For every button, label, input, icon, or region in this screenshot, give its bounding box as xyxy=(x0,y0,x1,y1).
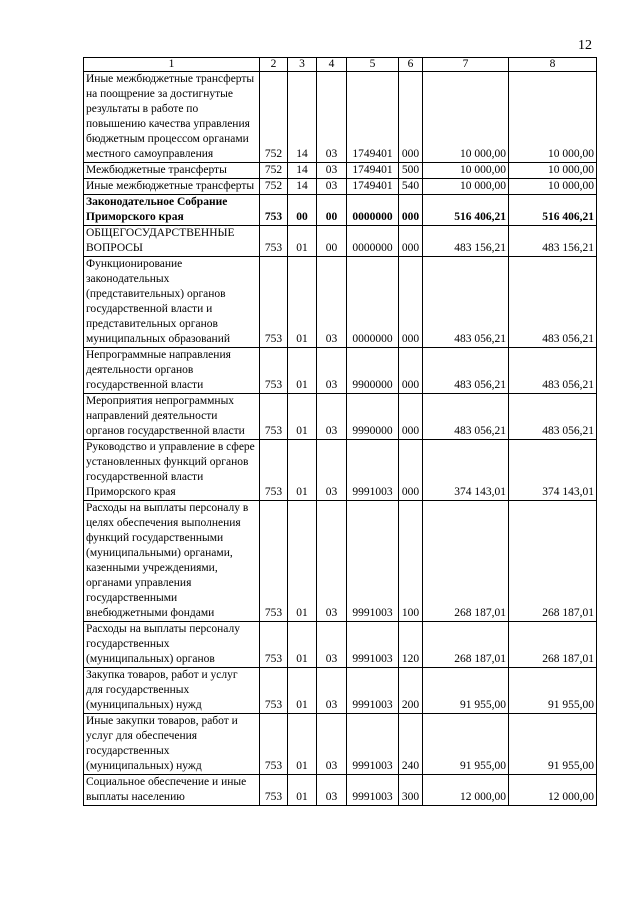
table-row xyxy=(84,257,597,348)
cell-chapter: 752 xyxy=(260,163,288,179)
cell-amount-b: 516 406,21 xyxy=(509,195,597,226)
column-header: 3 xyxy=(288,58,317,72)
cell-expense-type: 120 xyxy=(399,622,423,668)
cell-amount-b: 91 955,00 xyxy=(509,668,597,714)
column-header: 7 xyxy=(423,58,509,72)
cell-chapter: 753 xyxy=(260,775,288,806)
row-name-cell: Межбюджетные трансферты xyxy=(84,163,260,179)
column-header: 5 xyxy=(347,58,399,72)
cell-amount-a: 91 955,00 xyxy=(423,668,509,714)
cell-target-article: 1749401 xyxy=(347,72,399,163)
cell-subsection: 03 xyxy=(317,440,347,501)
cell-amount-a: 483 156,21 xyxy=(423,226,509,257)
cell-amount-b: 10 000,00 xyxy=(509,163,597,179)
cell-amount-a: 483 056,21 xyxy=(423,394,509,440)
table-body xyxy=(84,72,597,806)
cell-target-article: 0000000 xyxy=(347,257,399,348)
cell-expense-type: 300 xyxy=(399,775,423,806)
cell-section: 14 xyxy=(288,163,317,179)
cell-section: 14 xyxy=(288,179,317,195)
row-name-cell: Социальное обеспечение и иные выплаты населению xyxy=(84,775,260,806)
cell-section: 01 xyxy=(288,714,317,775)
cell-target-article: 9991003 xyxy=(347,440,399,501)
cell-expense-type: 000 xyxy=(399,195,423,226)
cell-subsection: 03 xyxy=(317,257,347,348)
cell-amount-b: 268 187,01 xyxy=(509,622,597,668)
table-row xyxy=(84,72,597,163)
cell-subsection: 03 xyxy=(317,714,347,775)
cell-amount-b: 483 156,21 xyxy=(509,226,597,257)
row-name-cell: ОБЩЕГОСУДАРСТВЕННЫЕ ВОПРОСЫ xyxy=(84,226,260,257)
budget-table xyxy=(83,57,597,806)
cell-target-article: 9991003 xyxy=(347,668,399,714)
cell-subsection: 03 xyxy=(317,179,347,195)
cell-expense-type: 540 xyxy=(399,179,423,195)
column-header: 8 xyxy=(509,58,597,72)
cell-subsection: 03 xyxy=(317,775,347,806)
cell-amount-b: 12 000,00 xyxy=(509,775,597,806)
cell-target-article: 9990000 xyxy=(347,394,399,440)
cell-subsection: 03 xyxy=(317,668,347,714)
cell-amount-a: 91 955,00 xyxy=(423,714,509,775)
cell-section: 01 xyxy=(288,257,317,348)
cell-amount-b: 10 000,00 xyxy=(509,72,597,163)
cell-target-article: 0000000 xyxy=(347,226,399,257)
row-name-cell: Законодательное Собрание Приморского края xyxy=(84,195,260,226)
cell-subsection: 00 xyxy=(317,226,347,257)
table-row xyxy=(84,394,597,440)
cell-subsection: 03 xyxy=(317,72,347,163)
cell-section: 01 xyxy=(288,348,317,394)
cell-target-article: 1749401 xyxy=(347,163,399,179)
cell-amount-b: 374 143,01 xyxy=(509,440,597,501)
row-name-cell: Мероприятия непрограммных направлений деятельности органов государственной власти xyxy=(84,394,260,440)
cell-chapter: 753 xyxy=(260,668,288,714)
table-row xyxy=(84,622,597,668)
table-row xyxy=(84,179,597,195)
cell-amount-a: 10 000,00 xyxy=(423,72,509,163)
cell-section: 01 xyxy=(288,501,317,622)
row-name-cell: Непрограммные направления деятельности органов государственной власти xyxy=(84,348,260,394)
table-row xyxy=(84,668,597,714)
cell-chapter: 753 xyxy=(260,226,288,257)
cell-subsection: 00 xyxy=(317,195,347,226)
cell-amount-a: 268 187,01 xyxy=(423,501,509,622)
cell-chapter: 753 xyxy=(260,440,288,501)
row-name-cell: Иные межбюджетные трансферты на поощрение за достигнутые результаты в работе по повышению качества управления бюджетным процессом органами местного самоуправления xyxy=(84,72,260,163)
cell-expense-type: 200 xyxy=(399,668,423,714)
table-row xyxy=(84,163,597,179)
cell-expense-type: 000 xyxy=(399,257,423,348)
cell-amount-b: 268 187,01 xyxy=(509,501,597,622)
cell-chapter: 752 xyxy=(260,179,288,195)
cell-amount-a: 483 056,21 xyxy=(423,257,509,348)
cell-section: 01 xyxy=(288,668,317,714)
cell-section: 00 xyxy=(288,195,317,226)
cell-expense-type: 100 xyxy=(399,501,423,622)
cell-chapter: 753 xyxy=(260,714,288,775)
row-name-cell: Иные межбюджетные трансферты xyxy=(84,179,260,195)
cell-section: 01 xyxy=(288,775,317,806)
cell-chapter: 752 xyxy=(260,72,288,163)
table-header-row xyxy=(84,58,597,72)
row-name-cell: Руководство и управление в сфере установленных функций органов государственной власти Приморского края xyxy=(84,440,260,501)
cell-chapter: 753 xyxy=(260,394,288,440)
cell-amount-a: 516 406,21 xyxy=(423,195,509,226)
cell-target-article: 1749401 xyxy=(347,179,399,195)
cell-expense-type: 000 xyxy=(399,440,423,501)
cell-amount-a: 268 187,01 xyxy=(423,622,509,668)
cell-amount-b: 91 955,00 xyxy=(509,714,597,775)
table-row xyxy=(84,501,597,622)
cell-expense-type: 000 xyxy=(399,226,423,257)
cell-amount-a: 483 056,21 xyxy=(423,348,509,394)
cell-amount-a: 10 000,00 xyxy=(423,163,509,179)
cell-chapter: 753 xyxy=(260,501,288,622)
cell-amount-a: 12 000,00 xyxy=(423,775,509,806)
cell-expense-type: 000 xyxy=(399,72,423,163)
column-header: 2 xyxy=(260,58,288,72)
cell-subsection: 03 xyxy=(317,348,347,394)
cell-expense-type: 000 xyxy=(399,348,423,394)
cell-subsection: 03 xyxy=(317,163,347,179)
cell-expense-type: 500 xyxy=(399,163,423,179)
cell-expense-type: 240 xyxy=(399,714,423,775)
cell-target-article: 9991003 xyxy=(347,775,399,806)
column-header: 6 xyxy=(399,58,423,72)
cell-chapter: 753 xyxy=(260,195,288,226)
table-row xyxy=(84,348,597,394)
table-row xyxy=(84,195,597,226)
cell-subsection: 03 xyxy=(317,622,347,668)
cell-section: 01 xyxy=(288,440,317,501)
table-row xyxy=(84,714,597,775)
cell-amount-b: 483 056,21 xyxy=(509,257,597,348)
cell-amount-b: 10 000,00 xyxy=(509,179,597,195)
cell-chapter: 753 xyxy=(260,622,288,668)
table-row xyxy=(84,775,597,806)
cell-section: 14 xyxy=(288,72,317,163)
table-row xyxy=(84,226,597,257)
cell-subsection: 03 xyxy=(317,394,347,440)
row-name-cell: Функционирование законодательных (представительных) органов государственной власти и представительных органов муниципальных образований xyxy=(84,257,260,348)
column-header: 1 xyxy=(84,58,260,72)
cell-chapter: 753 xyxy=(260,257,288,348)
cell-amount-b: 483 056,21 xyxy=(509,348,597,394)
cell-target-article: 9900000 xyxy=(347,348,399,394)
cell-section: 01 xyxy=(288,394,317,440)
cell-section: 01 xyxy=(288,226,317,257)
row-name-cell: Иные закупки товаров, работ и услуг для обеспечения государственных (муниципальных) нужд xyxy=(84,714,260,775)
cell-chapter: 753 xyxy=(260,348,288,394)
page-number: 12 xyxy=(578,38,592,53)
cell-target-article: 9991003 xyxy=(347,622,399,668)
cell-target-article: 9991003 xyxy=(347,714,399,775)
row-name-cell: Расходы на выплаты персоналу государственных (муниципальных) органов xyxy=(84,622,260,668)
cell-target-article: 9991003 xyxy=(347,501,399,622)
row-name-cell: Закупка товаров, работ и услуг для государственных (муниципальных) нужд xyxy=(84,668,260,714)
cell-amount-a: 10 000,00 xyxy=(423,179,509,195)
cell-subsection: 03 xyxy=(317,501,347,622)
cell-amount-b: 483 056,21 xyxy=(509,394,597,440)
row-name-cell: Расходы на выплаты персоналу в целях обеспечения выполнения функций государственными (муниципальными) органами, казенными учреждениями, органами управления государственными внебюджетными фондами xyxy=(84,501,260,622)
cell-section: 01 xyxy=(288,622,317,668)
cell-target-article: 0000000 xyxy=(347,195,399,226)
column-header: 4 xyxy=(317,58,347,72)
cell-amount-a: 374 143,01 xyxy=(423,440,509,501)
cell-expense-type: 000 xyxy=(399,394,423,440)
table-row xyxy=(84,440,597,501)
